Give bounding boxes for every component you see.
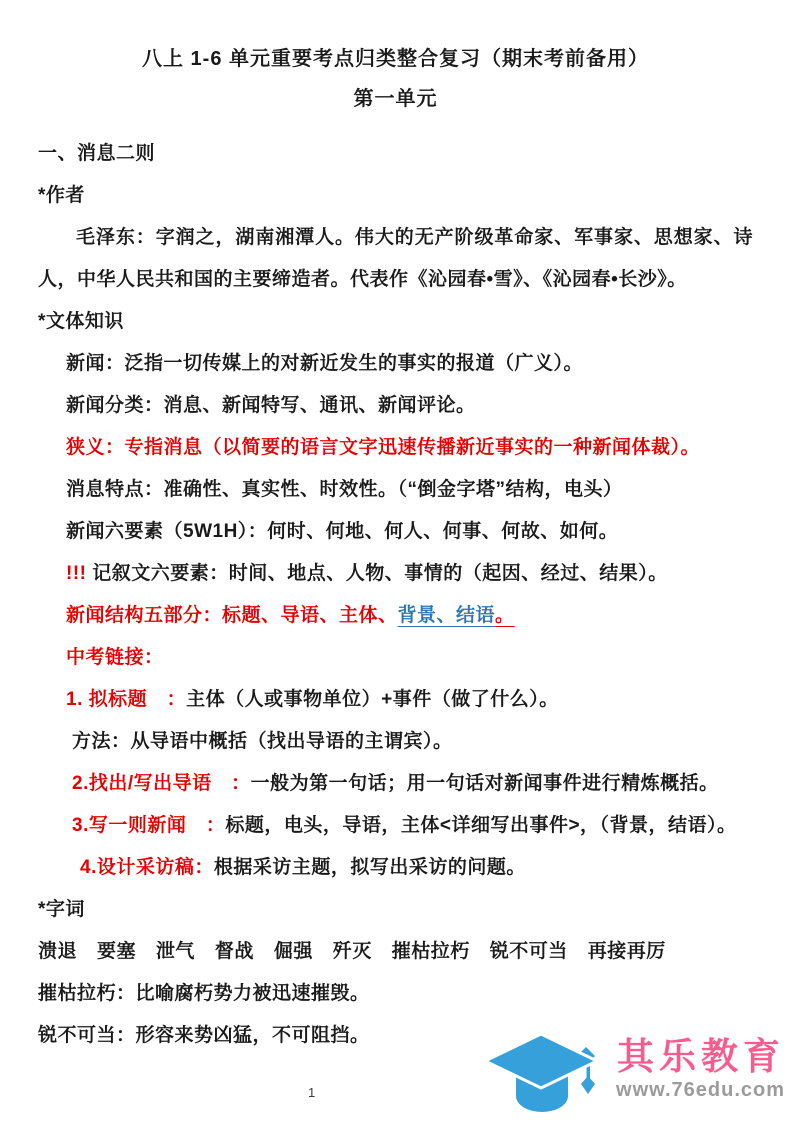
text-segment: 再接再	[587, 941, 647, 962]
text-segment: 4.设计采访稿：	[80, 857, 214, 878]
exam-link-item-lead	[38, 763, 753, 805]
author-paragraph: 毛泽东：字润之，湖南湘潭人。伟大的无产阶级革命家、军事家、思想家、诗人，中华人民共和国的主要缔造者。代表作《沁园春•雪》、《沁园春•长沙》。	[38, 227, 753, 290]
logo-name: 其乐教育	[617, 1036, 785, 1077]
text-segment: 厉	[646, 941, 666, 962]
text-segment: 灭	[352, 941, 372, 962]
text-segment: 狭义：专指消息（以简要的语言文字迅速传播新近事实的一种新闻体裁）。	[66, 437, 701, 458]
text-segment: 3.写一则新闻 ：	[72, 815, 226, 836]
text-segment: 一般为第一句话；用一句话对新闻事件进行精炼概括。	[250, 773, 719, 794]
words-heading: *字词	[38, 899, 85, 920]
exam-link-item-interview	[38, 847, 753, 889]
text-segment: 2.找出/写出导语 ：	[72, 773, 251, 794]
text-segment: 溃退	[38, 941, 78, 962]
genre-line-news-types	[38, 385, 753, 427]
exam-link-item-write-news	[38, 805, 753, 847]
genre-line-news-definition	[38, 343, 753, 385]
word-definition: 摧枯拉朽：比喻腐朽势力被迅速摧毁。	[38, 983, 370, 1004]
text-segment: 1. 拟标题 ：	[66, 689, 187, 710]
graduation-cap-icon	[485, 1032, 603, 1118]
text-segment: 要	[96, 941, 117, 962]
document-body	[38, 46, 753, 1057]
text-segment: 锐不可	[489, 941, 549, 962]
genre-line-six-elements	[38, 511, 753, 553]
genre-line-narrative-elements	[38, 553, 753, 595]
exam-link-heading: 中考链接：	[66, 647, 164, 668]
text-segment: 方法：从导语中概括（找出导语的主谓宾）。	[72, 731, 453, 752]
text-segment: 新闻结构五部分：标题、导语、主体、	[66, 605, 398, 626]
text-segment: 塞	[116, 941, 136, 962]
text-segment: 当	[548, 941, 568, 962]
text-segment: 新闻：泛指一切传媒上的对新近发生的事实的报道（广义）。	[66, 353, 584, 374]
lesson-heading: 一、消息二则	[38, 143, 156, 164]
exam-link-item-method	[38, 721, 753, 763]
page-number: 1	[308, 1085, 316, 1100]
doc-title: 八上 1-6 单元重要考点归类整合复习（期末考前备用）	[141, 48, 650, 70]
word-list	[38, 931, 753, 973]
text-segment: 督战	[214, 941, 254, 962]
text-segment: 标题，电头，导语，主体<详细写出事件>，（背景，结语）。	[225, 815, 737, 836]
logo-url: www.76edu.com	[616, 1079, 785, 1101]
genre-line-news-structure	[38, 595, 753, 637]
text-segment: 新闻六要素（5W1H）：何时、何地、何人、何事、何故、如何。	[66, 521, 619, 542]
exam-link-item-title	[38, 679, 753, 721]
author-heading: *作者	[38, 185, 85, 206]
text-segment: 背景、结语	[397, 605, 496, 626]
text-segment: 摧枯拉朽	[391, 941, 470, 962]
text-segment: 泄气	[155, 941, 195, 962]
text-segment: 根据采访主题，拟写出采访的问题。	[213, 857, 526, 878]
logo-text	[616, 1038, 785, 1101]
text-segment: !!!	[66, 563, 93, 584]
text-segment: 记叙文六要素：时间、地点、人物、事情的（起因、经过、结果）。	[92, 563, 668, 584]
text-segment: 新闻分类：消息、新闻特写、通讯、新闻评论。	[66, 395, 476, 416]
text-segment: 强	[293, 941, 313, 962]
text-segment: 倔	[273, 941, 294, 962]
genre-heading: *文体知识	[38, 311, 124, 332]
publisher-logo	[487, 1028, 787, 1118]
text-segment: 消息特点：准确性、真实性、时效性。（“倒金字塔”结构，电头）	[66, 479, 623, 500]
genre-line-news-features	[38, 469, 753, 511]
unit-title: 第一单元	[353, 88, 438, 110]
text-segment: 主体（人或事物单位）+事件（做了什么）。	[186, 689, 559, 710]
word-definition: 锐不可当：形容来势凶猛，不可阻挡。	[38, 1025, 370, 1046]
genre-line-narrow-sense	[38, 427, 753, 469]
text-segment: 歼	[332, 941, 353, 962]
text-segment: 。	[495, 605, 515, 626]
